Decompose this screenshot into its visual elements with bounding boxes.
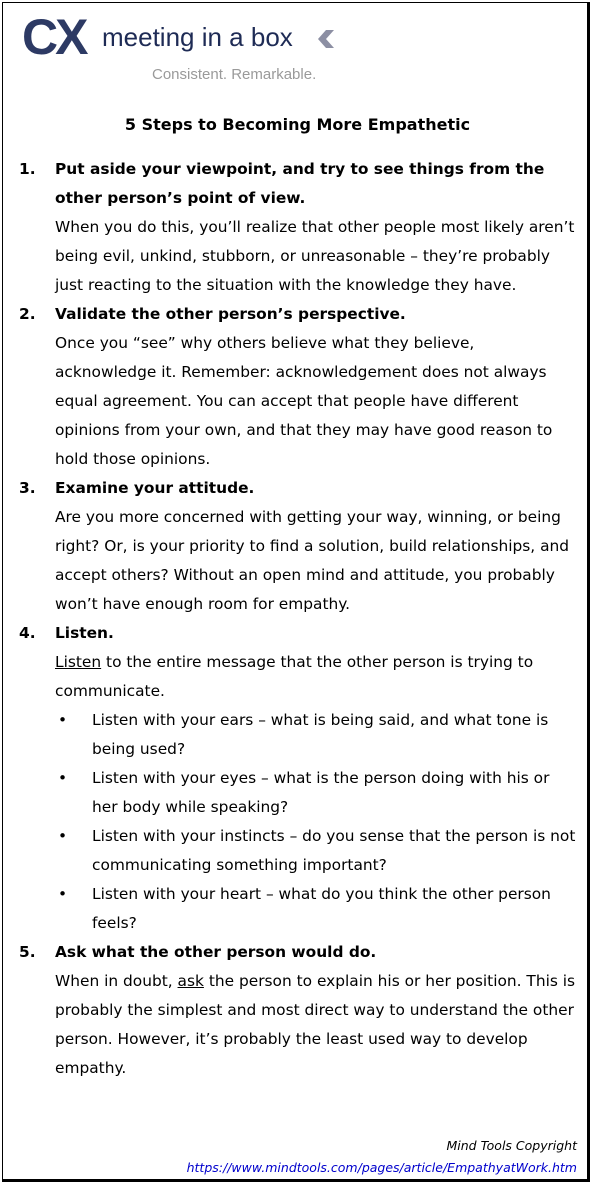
step-body: Are you more concerned with getting your way, winning, or being right? Or, is your priority to find a solution, build relationships, and accept others? Without an open mind and attitude, you probably won’t have enough room for empathy.	[55, 508, 570, 613]
bullet-icon: •	[58, 885, 68, 903]
step-heading: Validate the other person’s perspective.	[55, 305, 406, 323]
list-item	[55, 764, 579, 822]
bullet-text: Listen with your heart – what do you think the other person feels?	[92, 885, 551, 932]
step-body: Once you “see” why others believe what they believe, acknowledge it. Remember: acknowledgement does not always equal agreement. You can accept that people have different opinions from your own, and that they may have good reason to hold those opinions.	[55, 334, 553, 468]
step-body-text: the person to explain his or her position. This is probably the simplest and most direct way to understand the other person. However, it’s probably the least used way to develop empathy.	[55, 972, 576, 1077]
list-item	[55, 880, 579, 938]
step-heading: Put aside your viewpoint, and try to see things from the other person’s point of view.	[55, 160, 545, 207]
step-heading: Listen.	[55, 624, 114, 642]
listen-link[interactable]: Listen	[55, 653, 102, 671]
bullet-icon: •	[58, 769, 68, 787]
step-body	[55, 967, 579, 1083]
bullet-text: Listen with your ears – what is being said, and what tone is being used?	[92, 711, 549, 758]
page-title: 5 Steps to Becoming More Empathetic	[124, 115, 471, 134]
step-number: 2.	[19, 305, 36, 323]
step-5	[0, 938, 595, 1083]
step-body-text: When in doubt,	[55, 972, 178, 990]
step-3	[0, 474, 595, 619]
step-number: 1.	[19, 160, 36, 178]
bullet-text: Listen with your instincts – do you sense that the person is not communicating something important?	[92, 827, 576, 874]
step-number: 5.	[19, 943, 36, 961]
step-number: 3.	[19, 479, 36, 497]
source-url-link[interactable]: https://www.mindtools.com/pages/article/EmpathyatWork.htm	[186, 1160, 577, 1175]
step-heading: Examine your attitude.	[55, 479, 255, 497]
brand-tagline: Consistent. Remarkable.	[152, 66, 317, 83]
step-4	[0, 619, 595, 938]
step-body: When you do this, you’ll realize that other people most likely aren’t being evil, unkind, stubborn, or unreasonable – they’re probably just reacting to the situation with the knowledge they have.	[55, 218, 575, 294]
logo-text: meeting in a box	[102, 22, 293, 52]
list-item	[55, 706, 579, 764]
bullet-icon: •	[58, 827, 68, 845]
step-heading: Ask what the other person would do.	[55, 943, 377, 961]
step-body	[55, 648, 579, 706]
chevron-left-icon	[314, 30, 350, 48]
step-number: 4.	[19, 624, 36, 642]
ask-link[interactable]: ask	[177, 972, 204, 990]
list-item	[55, 822, 579, 880]
steps-list	[0, 155, 595, 1083]
step-body-text: to the entire message that the other person is trying to communicate.	[55, 653, 534, 700]
step-1	[0, 155, 595, 300]
logo-mark: CX	[22, 9, 86, 65]
step-2	[0, 300, 595, 474]
bullet-text: Listen with your eyes – what is the person doing with his or her body while speaking?	[92, 769, 550, 816]
bullet-icon: •	[58, 711, 68, 729]
copyright-note: Mind Tools Copyright	[446, 1138, 577, 1153]
